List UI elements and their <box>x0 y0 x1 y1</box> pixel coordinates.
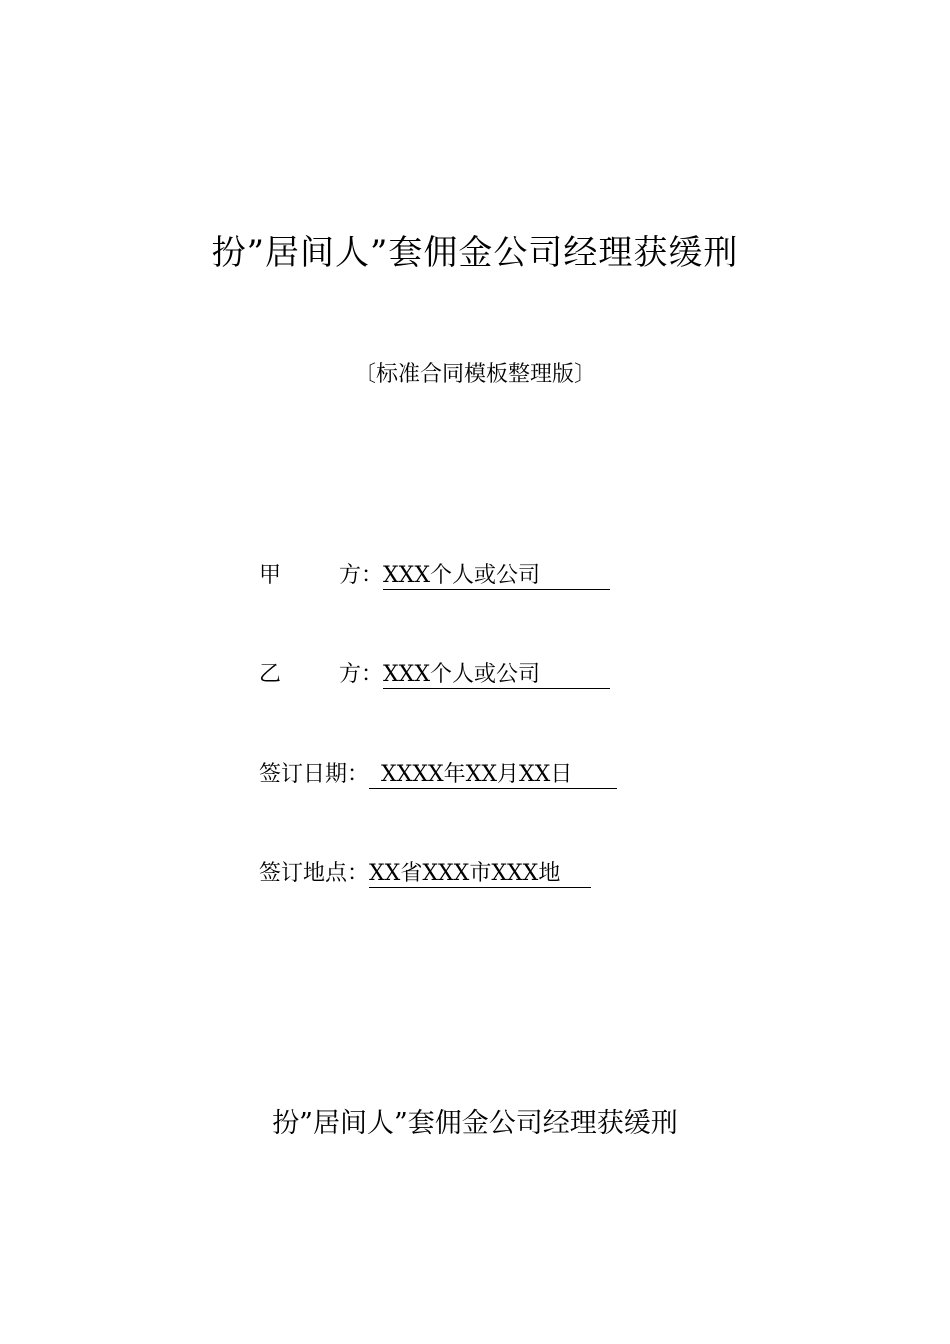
sign-date-value: XXXX年XX月XX日 <box>369 762 617 789</box>
party-a-label-char1: 甲 <box>259 563 282 588</box>
body-title: 扮”居间人”套佣金公司经理获缓刑 <box>272 1108 678 1139</box>
party-b-field <box>259 659 610 691</box>
party-a-label-char2: 方： <box>339 563 384 588</box>
party-a-field <box>259 560 610 592</box>
sign-date-field <box>259 759 617 791</box>
document-title: 扮”居间人”套佣金公司经理获缓刑 <box>211 233 739 273</box>
sign-place-label: 签订地点： <box>259 861 370 886</box>
document-subtitle: 〔标准合同模板整理版〕 <box>353 362 596 387</box>
party-b-label-char1: 乙 <box>259 662 282 687</box>
sign-place-value: XX省XXX市XXX地 <box>369 861 591 888</box>
sign-date-label: 签订日期： <box>259 762 370 787</box>
sign-place-field <box>259 858 591 890</box>
party-a-value: XXX个人或公司 <box>383 563 610 590</box>
party-b-label-char2: 方： <box>339 662 384 687</box>
party-b-value: XXX个人或公司 <box>383 662 610 689</box>
